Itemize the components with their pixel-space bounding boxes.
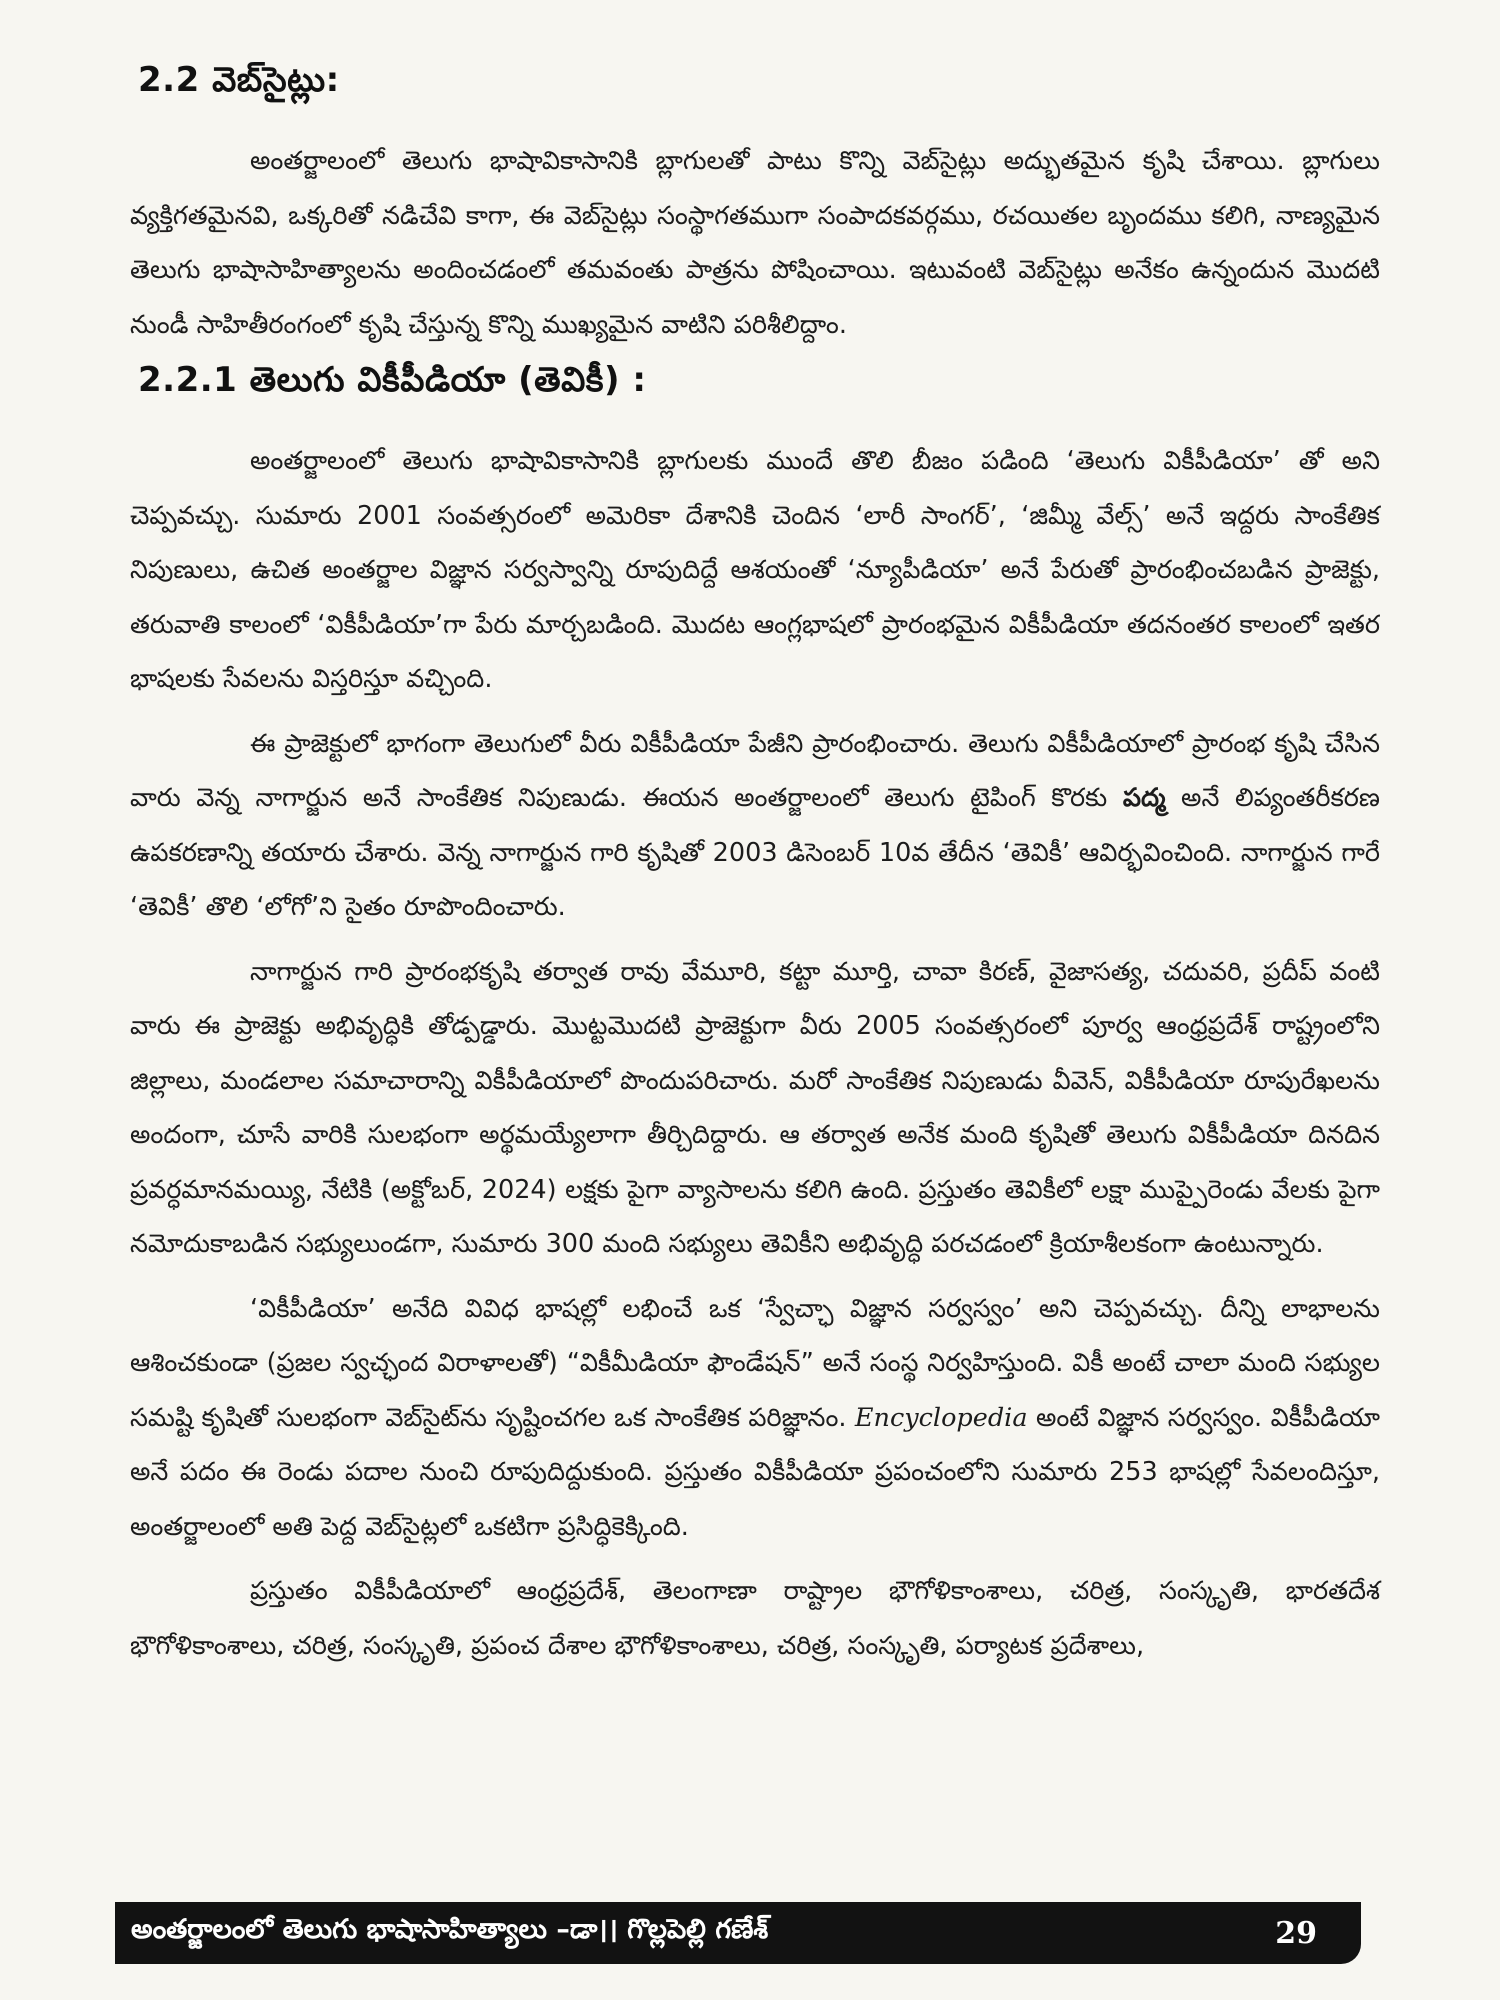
wiki-paragraph-2-part-2: అనే లిప్యంతరీకరణ ఉపకరణాన్ని తయారు చేశారు. వెన్న నాగార్జున గారి కృషితో 2003 డిసెంబర్ 10వ తేదీన ‘తెవికీ’ ఆవిర్భవించింది. నాగార్జున గారే ‘తెవికీ’ తొలి ‘లోగో’ని సైతం రూపొందించారు.: [130, 783, 1380, 922]
page-number: 29: [1275, 1915, 1317, 1951]
section-intro-paragraph: అంతర్జాలంలో తెలుగు భాషావికాసానికి బ్లాగులతో పాటు కొన్ని వెబ్‌సైట్లు అద్భుతమైన కృషి చేశాయి. బ్లాగులు వ్యక్తిగతమైనవి, ఒక్కరితో నడిచేవి కాగా, ఈ వెబ్‌సైట్లు సంస్థాగతముగా సంపాదకవర్గము, రచయితల బృందము కలిగి, నాణ్యమైన తెలుగు భాషాసాహిత్యాలను అందించడంలో తమవంతు పాత్రను పోషించాయి. ఇటువంటి వెబ్‌సైట్లు అనేకం ఉన్నందున మొదటి నుండీ సాహితీరంగంలో కృషి చేస్తున్న కొన్ని ముఖ్యమైన వాటిని పరిశీలిద్దాం.: [130, 146, 1380, 340]
wiki-paragraph-1: అంతర్జాలంలో తెలుగు భాషావికాసానికి బ్లాగులకు ముందే తొలి బీజం పడింది ‘తెలుగు వికీపీడియా’ తో అని చెప్పవచ్చు. సుమారు 2001 సంవత్సరంలో అమెరికా దేశానికి చెందిన ‘లారీ సాంగర్’, ‘జిమ్మీ వేల్స్’ అనే ఇద్దరు సాంకేతిక నిపుణులు, ఉచిత అంతర్జాల విజ్ఞాన సర్వస్వాన్ని రూపుదిద్దే ఆశయంతో ‘న్యూపీడియా’ అనే పేరుతో ప్రారంభించబడిన ప్రాజెక్టు, తరువాతి కాలంలో ‘వికీపీడియా’గా పేరు మార్చబడింది. మొదట ఆంగ్లభాషలో ప్రారంభమైన వికీపీడియా తదనంతర కాలంలో ఇతర భాషలకు సేవలను విస్తరిస్తూ వచ్చింది.: [130, 446, 1380, 694]
wiki-paragraph-5: ప్రస్తుతం వికీపీడియాలో ఆంధ్రప్రదేశ్, తెలంగాణా రాష్ట్రాల భౌగోళికాంశాలు, చరిత్ర, సంస్కృతి, భారతదేశ భౌగోళికాంశాలు, చరిత్ర, సంస్కృతి, ప్రపంచ దేశాల భౌగోళికాంశాలు, చరిత్ర, సంస్కృతి, పర్యాటక ప్రదేశాలు,: [130, 1576, 1380, 1661]
wiki-paragraph-2-part-1: ఈ ప్రాజెక్టులో భాగంగా తెలుగులో వీరు వికీపీడియా పేజీని ప్రారంభించారు. తెలుగు వికీపీడియాలో ప్రారంభ కృషి చేసిన వారు వెన్న నాగార్జున అనే సాంకేతిక నిపుణుడు. ఈయన అంతర్జాలంలో తెలుగు టైపింగ్ కొరకు: [130, 728, 1380, 813]
encyclopedia-term: Encyclopedia: [854, 1402, 1028, 1433]
wiki-paragraph-4-part-2: అంటే విజ్ఞాన సర్వస్వం. వికీపీడియా అనే పదం ఈ రెండు పదాల నుంచి రూపుదిద్దుకుంది. ప్రస్తుతం వికీపీడియా ప్రపంచంలోని సుమారు 253 భాషల్లో సేవలందిస్తూ, అంతర్జాలంలో అతి పెద్ద వెబ్‌సైట్లలో ఒకటిగా ప్రసిద్ధికెక్కింది.: [130, 1402, 1380, 1542]
page-footer: [115, 1902, 1361, 1964]
section-heading: 2.2 వెబ్‌సైట్లు:: [138, 60, 340, 100]
wiki-paragraph-4-part-1: ‘వికీపీడియా’ అనేది వివిధ భాషల్లో లభించే ఒక ‘స్వేచ్ఛా విజ్ఞాన సర్వస్వం’ అని చెప్పవచ్చు. దీన్ని లాభాలను ఆశించకుండా (ప్రజల స్వచ్ఛంద విరాళాలతో) “వికీమీడియా ఫౌండేషన్” అనే సంస్థ నిర్వహిస్తుంది. వికీ అంటే చాలా మంది సభ్యుల సమష్టి కృషితో సులభంగా వెబ్‌సైట్‌ను సృష్టించగల ఒక సాంకేతిక పరిజ్ఞానం.: [130, 1293, 1380, 1433]
padma-tool-name: పద్మ: [1122, 783, 1166, 813]
wiki-paragraph-4: [130, 1282, 1380, 1555]
footer-book-title: అంతర్జాలంలో తెలుగు భాషాసాహిత్యాలు –డా।। గొల్లపెల్లి గణేశ్: [131, 1914, 769, 1945]
page-content: [130, 40, 1380, 2000]
subsection-heading: 2.2.1 తెలుగు వికీపీడియా (తెవికీ) :: [138, 360, 647, 400]
wiki-paragraph-3: నాగార్జున గారి ప్రారంభకృషి తర్వాత రావు వేమూరి, కట్టా మూర్తి, చావా కిరణ్, వైజాసత్య, చదువరి, ప్రదీప్ వంటి వారు ఈ ప్రాజెక్టు అభివృద్ధికి తోడ్పడ్డారు. మొట్టమొదటి ప్రాజెక్టుగా వీరు 2005 సంవత్సరంలో పూర్వ ఆంధ్రప్రదేశ్ రాష్ట్రంలోని జిల్లాలు, మండలాల సమాచారాన్ని వికీపీడియాలో పొందుపరిచారు. మరో సాంకేతిక నిపుణుడు వీవెన్, వికీపీడియా రూపురేఖలను అందంగా, చూసే వారికి సులభంగా అర్థమయ్యేలాగా తీర్చిదిద్దారు. ఆ తర్వాత అనేక మంది కృషితో తెలుగు వికీపీడియా దినదిన ప్రవర్ధమానమయ్యి, నేటికి (అక్టోబర్, 2024) లక్షకు పైగా వ్యాసాలను కలిగి ఉంది. ప్రస్తుతం తెవికీలో లక్షా ముప్పైరెండు వేలకు పైగా నమోదుకాబడిన సభ్యులుండగా, సుమారు 300 మంది సభ్యులు తెవికీని అభివృద్ధి పరచడంలో క్రియాశీలకంగా ఉంటున్నారు.: [130, 956, 1380, 1259]
wiki-paragraph-2: [130, 717, 1380, 935]
